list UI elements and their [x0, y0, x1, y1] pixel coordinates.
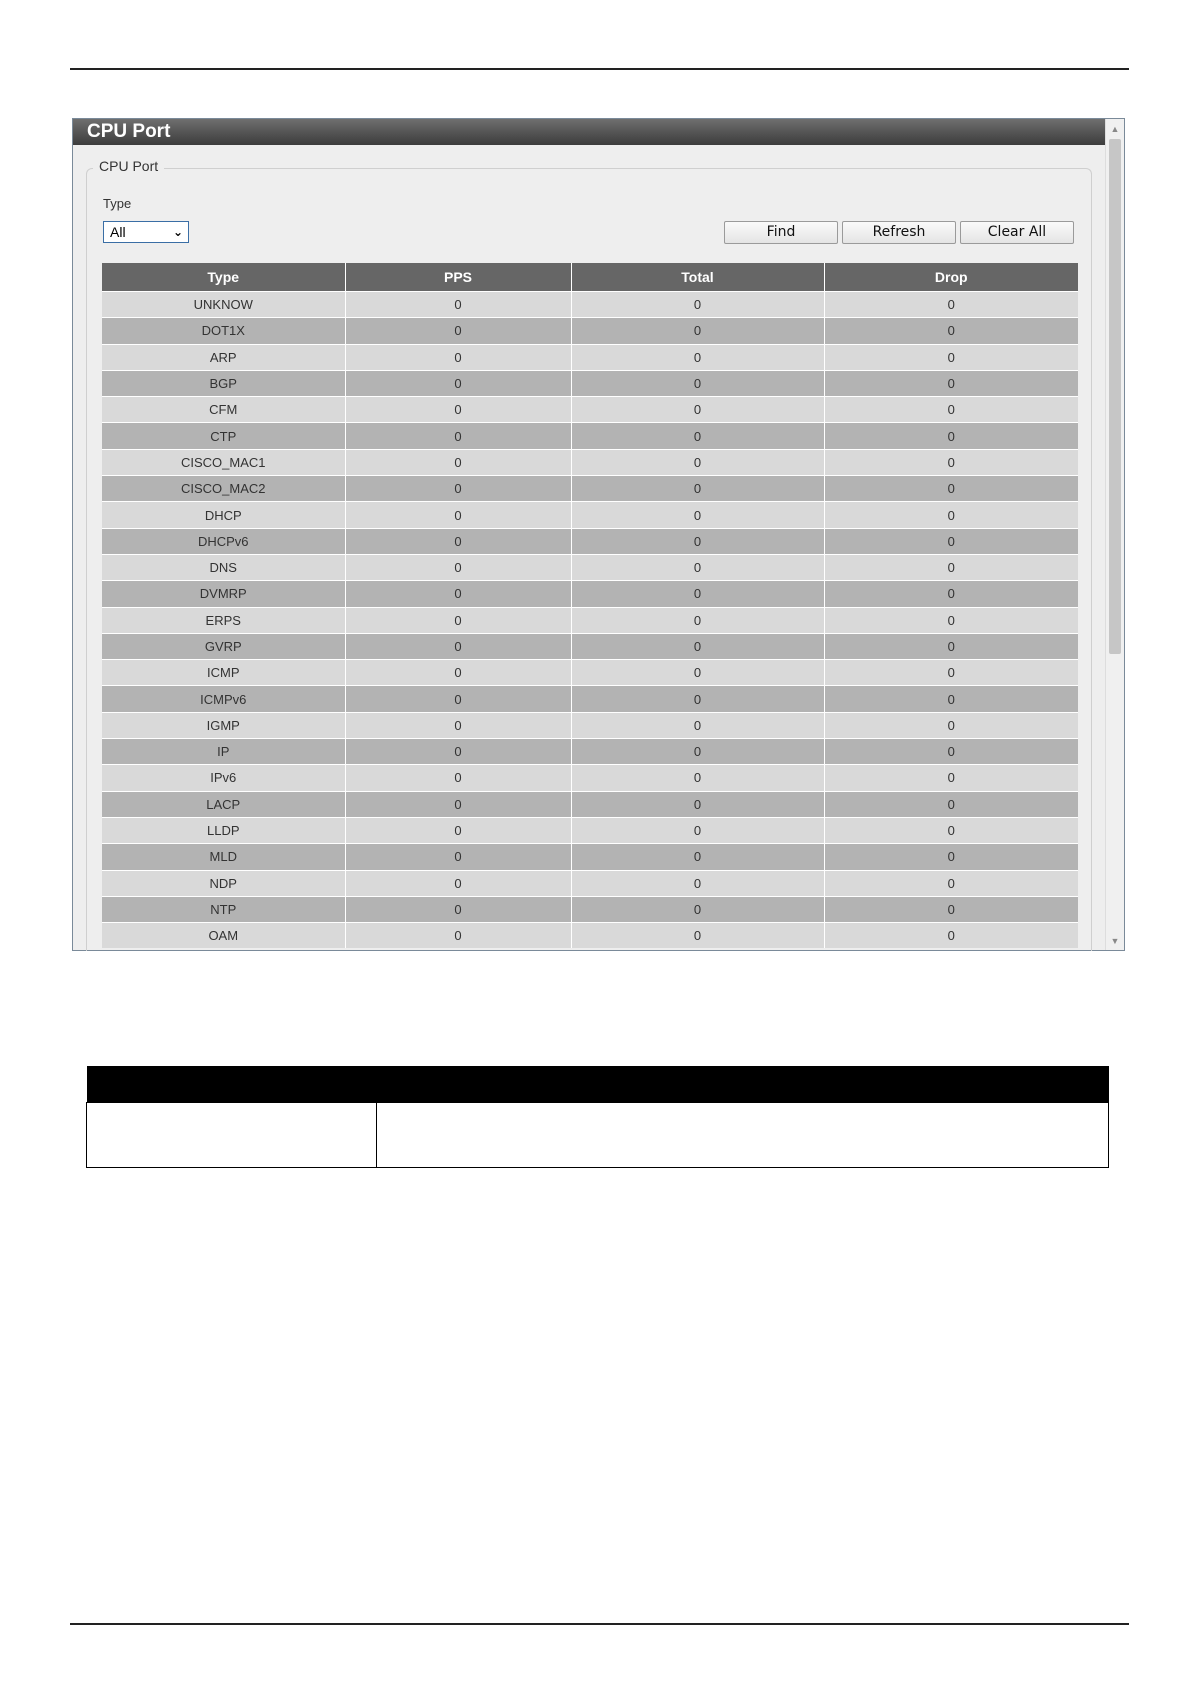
cell-pps: 0	[345, 896, 571, 922]
table-row	[102, 791, 1078, 817]
cell-type: ARP	[102, 344, 345, 370]
cell-drop: 0	[824, 528, 1078, 554]
scroll-down-arrow-icon[interactable]: ▼	[1110, 936, 1120, 946]
type-select[interactable]	[103, 221, 189, 243]
cell-drop: 0	[824, 502, 1078, 528]
table-row	[102, 739, 1078, 765]
cell-type: LACP	[102, 791, 345, 817]
cell-type: OAM	[102, 923, 345, 949]
table-row	[102, 449, 1078, 475]
cell-drop: 0	[824, 476, 1078, 502]
cell-drop: 0	[824, 817, 1078, 843]
cell-type: ERPS	[102, 607, 345, 633]
scroll-thumb[interactable]	[1109, 139, 1121, 654]
window-title: CPU Port	[73, 119, 1106, 145]
cell-total: 0	[571, 712, 824, 738]
cell-total: 0	[571, 791, 824, 817]
cell-pps: 0	[345, 765, 571, 791]
cell-drop: 0	[824, 844, 1078, 870]
cell-drop: 0	[824, 712, 1078, 738]
cell-drop: 0	[824, 791, 1078, 817]
table-row	[102, 370, 1078, 396]
cell-drop: 0	[824, 923, 1078, 949]
cell-pps: 0	[345, 791, 571, 817]
cell-drop: 0	[824, 554, 1078, 580]
cell-pps: 0	[345, 870, 571, 896]
cell-drop: 0	[824, 660, 1078, 686]
cell-total: 0	[571, 370, 824, 396]
find-button[interactable]: Find	[724, 221, 838, 244]
cell-pps: 0	[345, 739, 571, 765]
table-row	[102, 423, 1078, 449]
table-row	[102, 476, 1078, 502]
cell-drop: 0	[824, 765, 1078, 791]
cell-pps: 0	[345, 633, 571, 659]
cell-drop: 0	[824, 581, 1078, 607]
cell-pps: 0	[345, 817, 571, 843]
cell-type: BGP	[102, 370, 345, 396]
vertical-scrollbar[interactable]	[1105, 119, 1124, 951]
type-label: Type	[103, 196, 132, 211]
table-row	[102, 870, 1078, 896]
cell-pps: 0	[345, 923, 571, 949]
cell-total: 0	[571, 476, 824, 502]
cell-type: CISCO_MAC2	[102, 476, 345, 502]
cell-drop: 0	[824, 633, 1078, 659]
cell-pps: 0	[345, 686, 571, 712]
cell-pps: 0	[345, 397, 571, 423]
cpu-port-table	[102, 263, 1078, 948]
cell-total: 0	[571, 528, 824, 554]
table-row	[102, 502, 1078, 528]
table-row	[102, 292, 1078, 318]
cell-pps: 0	[345, 660, 571, 686]
cell-pps: 0	[345, 712, 571, 738]
page-footer-rule	[70, 1623, 1129, 1625]
cell-total: 0	[571, 502, 824, 528]
cell-pps: 0	[345, 292, 571, 318]
cell-drop: 0	[824, 870, 1078, 896]
table-row	[102, 633, 1078, 659]
cell-type: GVRP	[102, 633, 345, 659]
table-row	[102, 318, 1078, 344]
cell-total: 0	[571, 607, 824, 633]
cell-type: LLDP	[102, 817, 345, 843]
cell-total: 0	[571, 554, 824, 580]
table-row	[102, 844, 1078, 870]
cell-total: 0	[571, 844, 824, 870]
cell-pps: 0	[345, 344, 571, 370]
cell-total: 0	[571, 633, 824, 659]
type-select-value: All	[110, 224, 126, 240]
table-row	[102, 344, 1078, 370]
refresh-button[interactable]: Refresh	[842, 221, 956, 244]
cell-drop: 0	[824, 686, 1078, 712]
cell-total: 0	[571, 765, 824, 791]
cell-pps: 0	[345, 581, 571, 607]
cell-drop: 0	[824, 449, 1078, 475]
cell-pps: 0	[345, 607, 571, 633]
cell-drop: 0	[824, 739, 1078, 765]
cell-total: 0	[571, 660, 824, 686]
cell-total: 0	[571, 581, 824, 607]
description-row	[87, 1103, 1109, 1168]
cell-total: 0	[571, 686, 824, 712]
table-row	[102, 896, 1078, 922]
cell-total: 0	[571, 923, 824, 949]
description-cell-1	[87, 1103, 377, 1168]
cell-total: 0	[571, 318, 824, 344]
table-row	[102, 607, 1078, 633]
cell-total: 0	[571, 292, 824, 318]
table-row	[102, 660, 1078, 686]
cell-type: CFM	[102, 397, 345, 423]
table-header-row	[102, 263, 1078, 292]
cell-type: NTP	[102, 896, 345, 922]
cell-pps: 0	[345, 554, 571, 580]
cell-type: CTP	[102, 423, 345, 449]
cell-drop: 0	[824, 318, 1078, 344]
table-row	[102, 397, 1078, 423]
table-row	[102, 765, 1078, 791]
description-header-cell-2	[376, 1066, 1108, 1103]
column-header-drop: Drop	[824, 263, 1078, 292]
description-header-row	[87, 1066, 1109, 1103]
cell-total: 0	[571, 423, 824, 449]
cell-total: 0	[571, 739, 824, 765]
cell-pps: 0	[345, 844, 571, 870]
table-row	[102, 581, 1078, 607]
cell-type: IPv6	[102, 765, 345, 791]
cell-pps: 0	[345, 449, 571, 475]
cell-total: 0	[571, 896, 824, 922]
page-header-rule	[70, 68, 1129, 70]
cell-type: ICMPv6	[102, 686, 345, 712]
cell-pps: 0	[345, 476, 571, 502]
cell-total: 0	[571, 449, 824, 475]
cell-pps: 0	[345, 370, 571, 396]
cell-type: DHCP	[102, 502, 345, 528]
cell-drop: 0	[824, 896, 1078, 922]
cell-total: 0	[571, 397, 824, 423]
cell-type: NDP	[102, 870, 345, 896]
table-row	[102, 528, 1078, 554]
table-body	[102, 292, 1078, 949]
cell-drop: 0	[824, 370, 1078, 396]
clear-all-button[interactable]: Clear All	[960, 221, 1074, 244]
cell-type: DHCPv6	[102, 528, 345, 554]
column-header-type: Type	[102, 263, 345, 292]
cell-type: MLD	[102, 844, 345, 870]
description-table	[86, 1066, 1109, 1168]
table-row	[102, 686, 1078, 712]
cell-type: IP	[102, 739, 345, 765]
cell-type: DVMRP	[102, 581, 345, 607]
cell-pps: 0	[345, 502, 571, 528]
cell-drop: 0	[824, 344, 1078, 370]
table-row	[102, 817, 1078, 843]
description-header-cell-1	[87, 1066, 377, 1103]
cell-total: 0	[571, 344, 824, 370]
table-row	[102, 554, 1078, 580]
cell-type: UNKNOW	[102, 292, 345, 318]
cell-pps: 0	[345, 318, 571, 344]
cell-drop: 0	[824, 607, 1078, 633]
cell-pps: 0	[345, 528, 571, 554]
description-cell-2	[376, 1103, 1108, 1168]
cell-type: ICMP	[102, 660, 345, 686]
cell-type: CISCO_MAC1	[102, 449, 345, 475]
column-header-total: Total	[571, 263, 824, 292]
cell-drop: 0	[824, 292, 1078, 318]
cell-drop: 0	[824, 397, 1078, 423]
cell-total: 0	[571, 870, 824, 896]
chevron-down-icon: ⌄	[172, 225, 183, 239]
cell-pps: 0	[345, 423, 571, 449]
table-row	[102, 923, 1078, 949]
fieldset-legend: CPU Port	[93, 158, 164, 174]
cell-total: 0	[571, 817, 824, 843]
scroll-up-arrow-icon[interactable]: ▲	[1110, 124, 1120, 134]
cell-type: DOT1X	[102, 318, 345, 344]
cell-type: DNS	[102, 554, 345, 580]
table-row	[102, 712, 1078, 738]
cell-type: IGMP	[102, 712, 345, 738]
cell-drop: 0	[824, 423, 1078, 449]
column-header-pps: PPS	[345, 263, 571, 292]
